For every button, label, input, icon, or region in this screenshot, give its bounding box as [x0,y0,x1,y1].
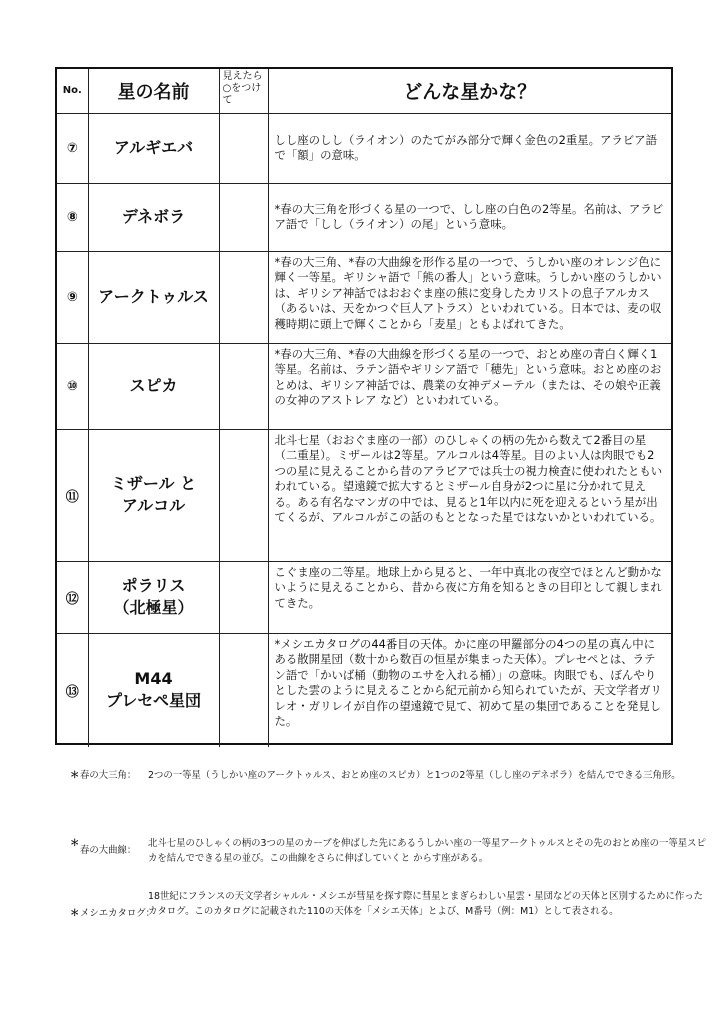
star-name: ミザール と アルコル [88,429,219,561]
star-name: M44 プレセペ星団 [88,633,219,747]
check-cell[interactable] [219,251,268,343]
star-name: ポラリス （北極星） [88,561,219,633]
table-row [57,113,671,183]
header-check: 見えたら○をつけて [219,69,268,113]
row-number: ⑫ [57,561,88,633]
footnote-text: 2つの一等星（うしかい座のアークトゥルス、おとめ座のスピカ）と1つの2等星（しし座のデネボラ）を結んでできる三角形。 [148,770,681,781]
star-description: こぐま座の二等星。地球上から見ると、一年中真北の夜空でほとんど動かないように見えることから、昔から夜に方角を知るときの目印として親しまれてきた。 [268,561,671,633]
footnote-messier-catalog [70,889,710,919]
footnote-asterisk: ＊ [70,838,80,849]
check-cell[interactable] [219,633,268,747]
footnote-label: 春の大三角： [80,770,137,781]
footnote-asterisk: ＊ [70,770,80,781]
star-name: アークトゥルス [88,251,219,343]
star-description: 北斗七星（おおぐま座の一部）のひしゃくの柄の先から数えて2番目の星（二重星）。ミザールは2等星。アルコルは4等星。目のよい人は肉眼でも2つの星に見えることから昔のアラビアでは兵士の視力検査に使われたともいわれている。望遠鏡で拡大するとミザール自身が2つに星に分かれて見える。ある有名なマンガの中では、見ると1年以内に死を迎えるという星が出てくるが、アルコルがこの話のもととなった星ではないかといわれている。 [268,429,671,561]
footnote-text: 18世紀にフランスの天文学者シャルル・メシエが彗星を探す際に彗星とまぎらわしい星雲・星団などの天体と区別するために作ったカタログ。このカタログに記載された110の天体を「メシエ天体」とよび、M番号（例：M1）として表される。 [148,891,703,917]
table-row [57,429,671,561]
check-cell[interactable] [219,343,268,429]
star-name: デネボラ [88,183,219,251]
check-cell[interactable] [219,561,268,633]
check-cell[interactable] [219,429,268,561]
star-description: *メシエカタログの44番目の天体。かに座の甲羅部分の4つの星の真ん中にある散開星団（数十から数百の恒星が集まった天体）。プレセペとは、ラテン語で「かいば桶（動物のエサを入れる桶）」の意味。肉眼でも、ぼんやりとした雲のように見えることから紀元前から知られていたが、天文学者ガリレオ・ガリレイが自作の望遠鏡で見て、初めて星の集団であることを発見した。 [268,633,671,747]
table-row [57,183,671,251]
table-row [57,561,671,633]
footnote-label: メシエカタログ： [80,908,156,919]
row-number: ⑪ [57,429,88,561]
footnote-spring-curve [70,836,710,866]
header-description: どんな星かな？ [268,69,671,113]
header-no: No. [57,69,88,113]
row-number: ⑬ [57,633,88,747]
table-row [57,633,671,747]
table-row [57,251,671,343]
check-cell[interactable] [219,183,268,251]
header-star-name: 星の名前 [88,69,219,113]
star-description: しし座のしし（ライオン）のたてがみ部分で輝く金色の2重星。アラビア語で「額」の意味。 [268,113,671,183]
footnote-spring-triangle [70,768,710,783]
star-name: アルギエバ [88,113,219,183]
star-description: *春の大三角、*春の大曲線を形作る星の一つで、うしかい座のオレンジ色に輝く一等星。ギリシャ語で「熊の番人」という意味。うしかい座のうしかいは、ギリシア神話ではおおぐま座の熊に変身したカリストの息子アルカス（あるいは、天をかつぐ巨人アトラス）といわれている。日本では、麦の収穫時期に頭上で輝くことから「麦星」ともよばれてきた。 [268,251,671,343]
star-table [57,69,671,747]
row-number: ⑦ [57,113,88,183]
footnote-text: 北斗七星のひしゃくの柄の3つの星のカーブを伸ばした先にあるうしかい座の一等星アークトゥルスとその先のおとめ座の一等星スピカを結んでできる星の並び。この曲線をさらに伸ばしていくと からす座がある。 [148,838,706,864]
footnote-asterisk: ＊ [70,908,80,919]
star-table-frame [55,67,673,745]
row-number: ⑩ [57,343,88,429]
check-cell[interactable] [219,113,268,183]
table-header-row [57,69,671,113]
row-number: ⑧ [57,183,88,251]
star-description: *春の大三角、*春の大曲線を形づくる星の一つで、おとめ座の青白く輝く1等星。名前は、ラテン語やギリシア語で「穂先」という意味。おとめ座のおとめは、ギリシア神話では、農業の女神デメーテル（または、その娘や正義の女神のアストレア など）といわれている。 [268,343,671,429]
row-number: ⑨ [57,251,88,343]
footnote-label: 春の大曲線： [80,845,137,856]
star-description: *春の大三角を形づくる星の一つで、しし座の白色の2等星。名前は、アラビア語で「しし（ライオン）の尾」という意味。 [268,183,671,251]
star-name: スピカ [88,343,219,429]
table-row [57,343,671,429]
